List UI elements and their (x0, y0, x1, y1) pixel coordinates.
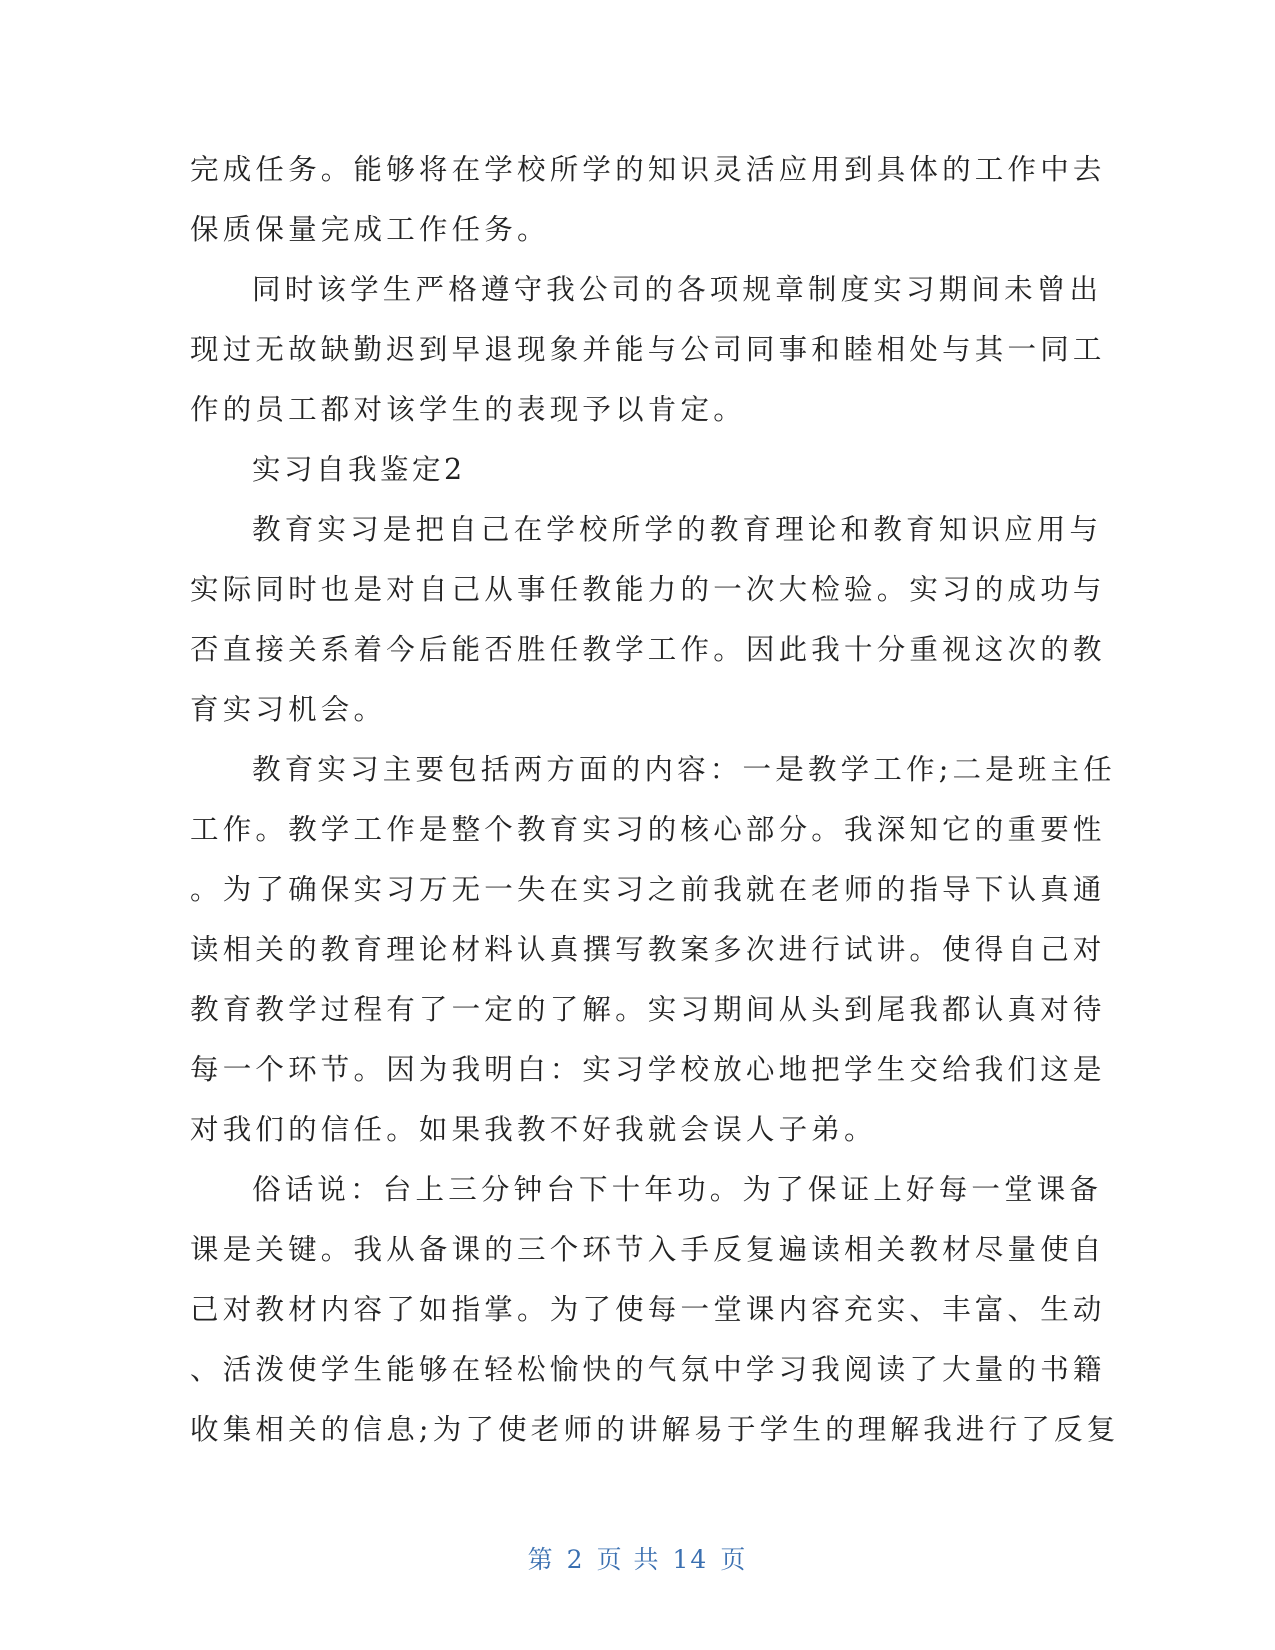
paragraph-start: 教育实习是把自己在学校所学的教育理论和教育知识应用与 (252, 513, 1103, 546)
text-line: 育实习机会。 (190, 693, 387, 726)
paragraph-start: 同时该学生严格遵守我公司的各项规章制度实习期间未曾出 (252, 273, 1103, 306)
text-line: 实际同时也是对自己从事任教能力的一次大检验。实习的成功与 (190, 573, 1106, 606)
page-footer (0, 1540, 1275, 1576)
total-pages-number: 14 (672, 1545, 709, 1574)
text-line: 保质保量完成工作任务。 (190, 213, 550, 246)
text-line: 作的员工都对该学生的表现予以肯定。 (190, 393, 746, 426)
footer-suffix: 页 (720, 1545, 748, 1574)
paragraph-start: 俗话说：台上三分钟台下十年功。为了保证上好每一堂课备 (252, 1173, 1103, 1206)
text-line: 、活泼使学生能够在轻松愉快的气氛中学习我阅读了大量的书籍 (190, 1353, 1106, 1386)
text-line: 读相关的教育理论材料认真撰写教案多次进行试讲。使得自己对 (190, 933, 1106, 966)
current-page-number: 2 (566, 1545, 585, 1574)
text-line: 。为了确保实习万无一失在实习之前我就在老师的指导下认真通 (190, 873, 1106, 906)
paragraph-start: 教育实习主要包括两方面的内容：一是教学工作;二是班主任 (252, 753, 1117, 786)
footer-middle: 页 共 (596, 1545, 661, 1574)
text-line: 己对教材内容了如指掌。为了使每一堂课内容充实、丰富、生动 (190, 1293, 1106, 1326)
footer-prefix: 第 (527, 1545, 555, 1574)
document-body (190, 140, 1120, 1460)
section-heading: 实习自我鉴定2 (252, 453, 466, 486)
text-line: 工作。教学工作是整个教育实习的核心部分。我深知它的重要性 (190, 813, 1106, 846)
text-line: 课是关键。我从备课的三个环节入手反复遍读相关教材尽量使自 (190, 1233, 1106, 1266)
text-line: 收集相关的信息;为了使老师的讲解易于学生的理解我进行了反复 (190, 1413, 1120, 1446)
text-line: 每一个环节。因为我明白：实习学校放心地把学生交给我们这是 (190, 1053, 1106, 1086)
text-line: 现过无故缺勤迟到早退现象并能与公司同事和睦相处与其一同工 (190, 333, 1106, 366)
text-line: 完成任务。能够将在学校所学的知识灵活应用到具体的工作中去 (190, 153, 1106, 186)
text-line: 教育教学过程有了一定的了解。实习期间从头到尾我都认真对待 (190, 993, 1106, 1026)
text-line: 否直接关系着今后能否胜任教学工作。因此我十分重视这次的教 (190, 633, 1106, 666)
text-line: 对我们的信任。如果我教不好我就会误人子弟。 (190, 1113, 877, 1146)
